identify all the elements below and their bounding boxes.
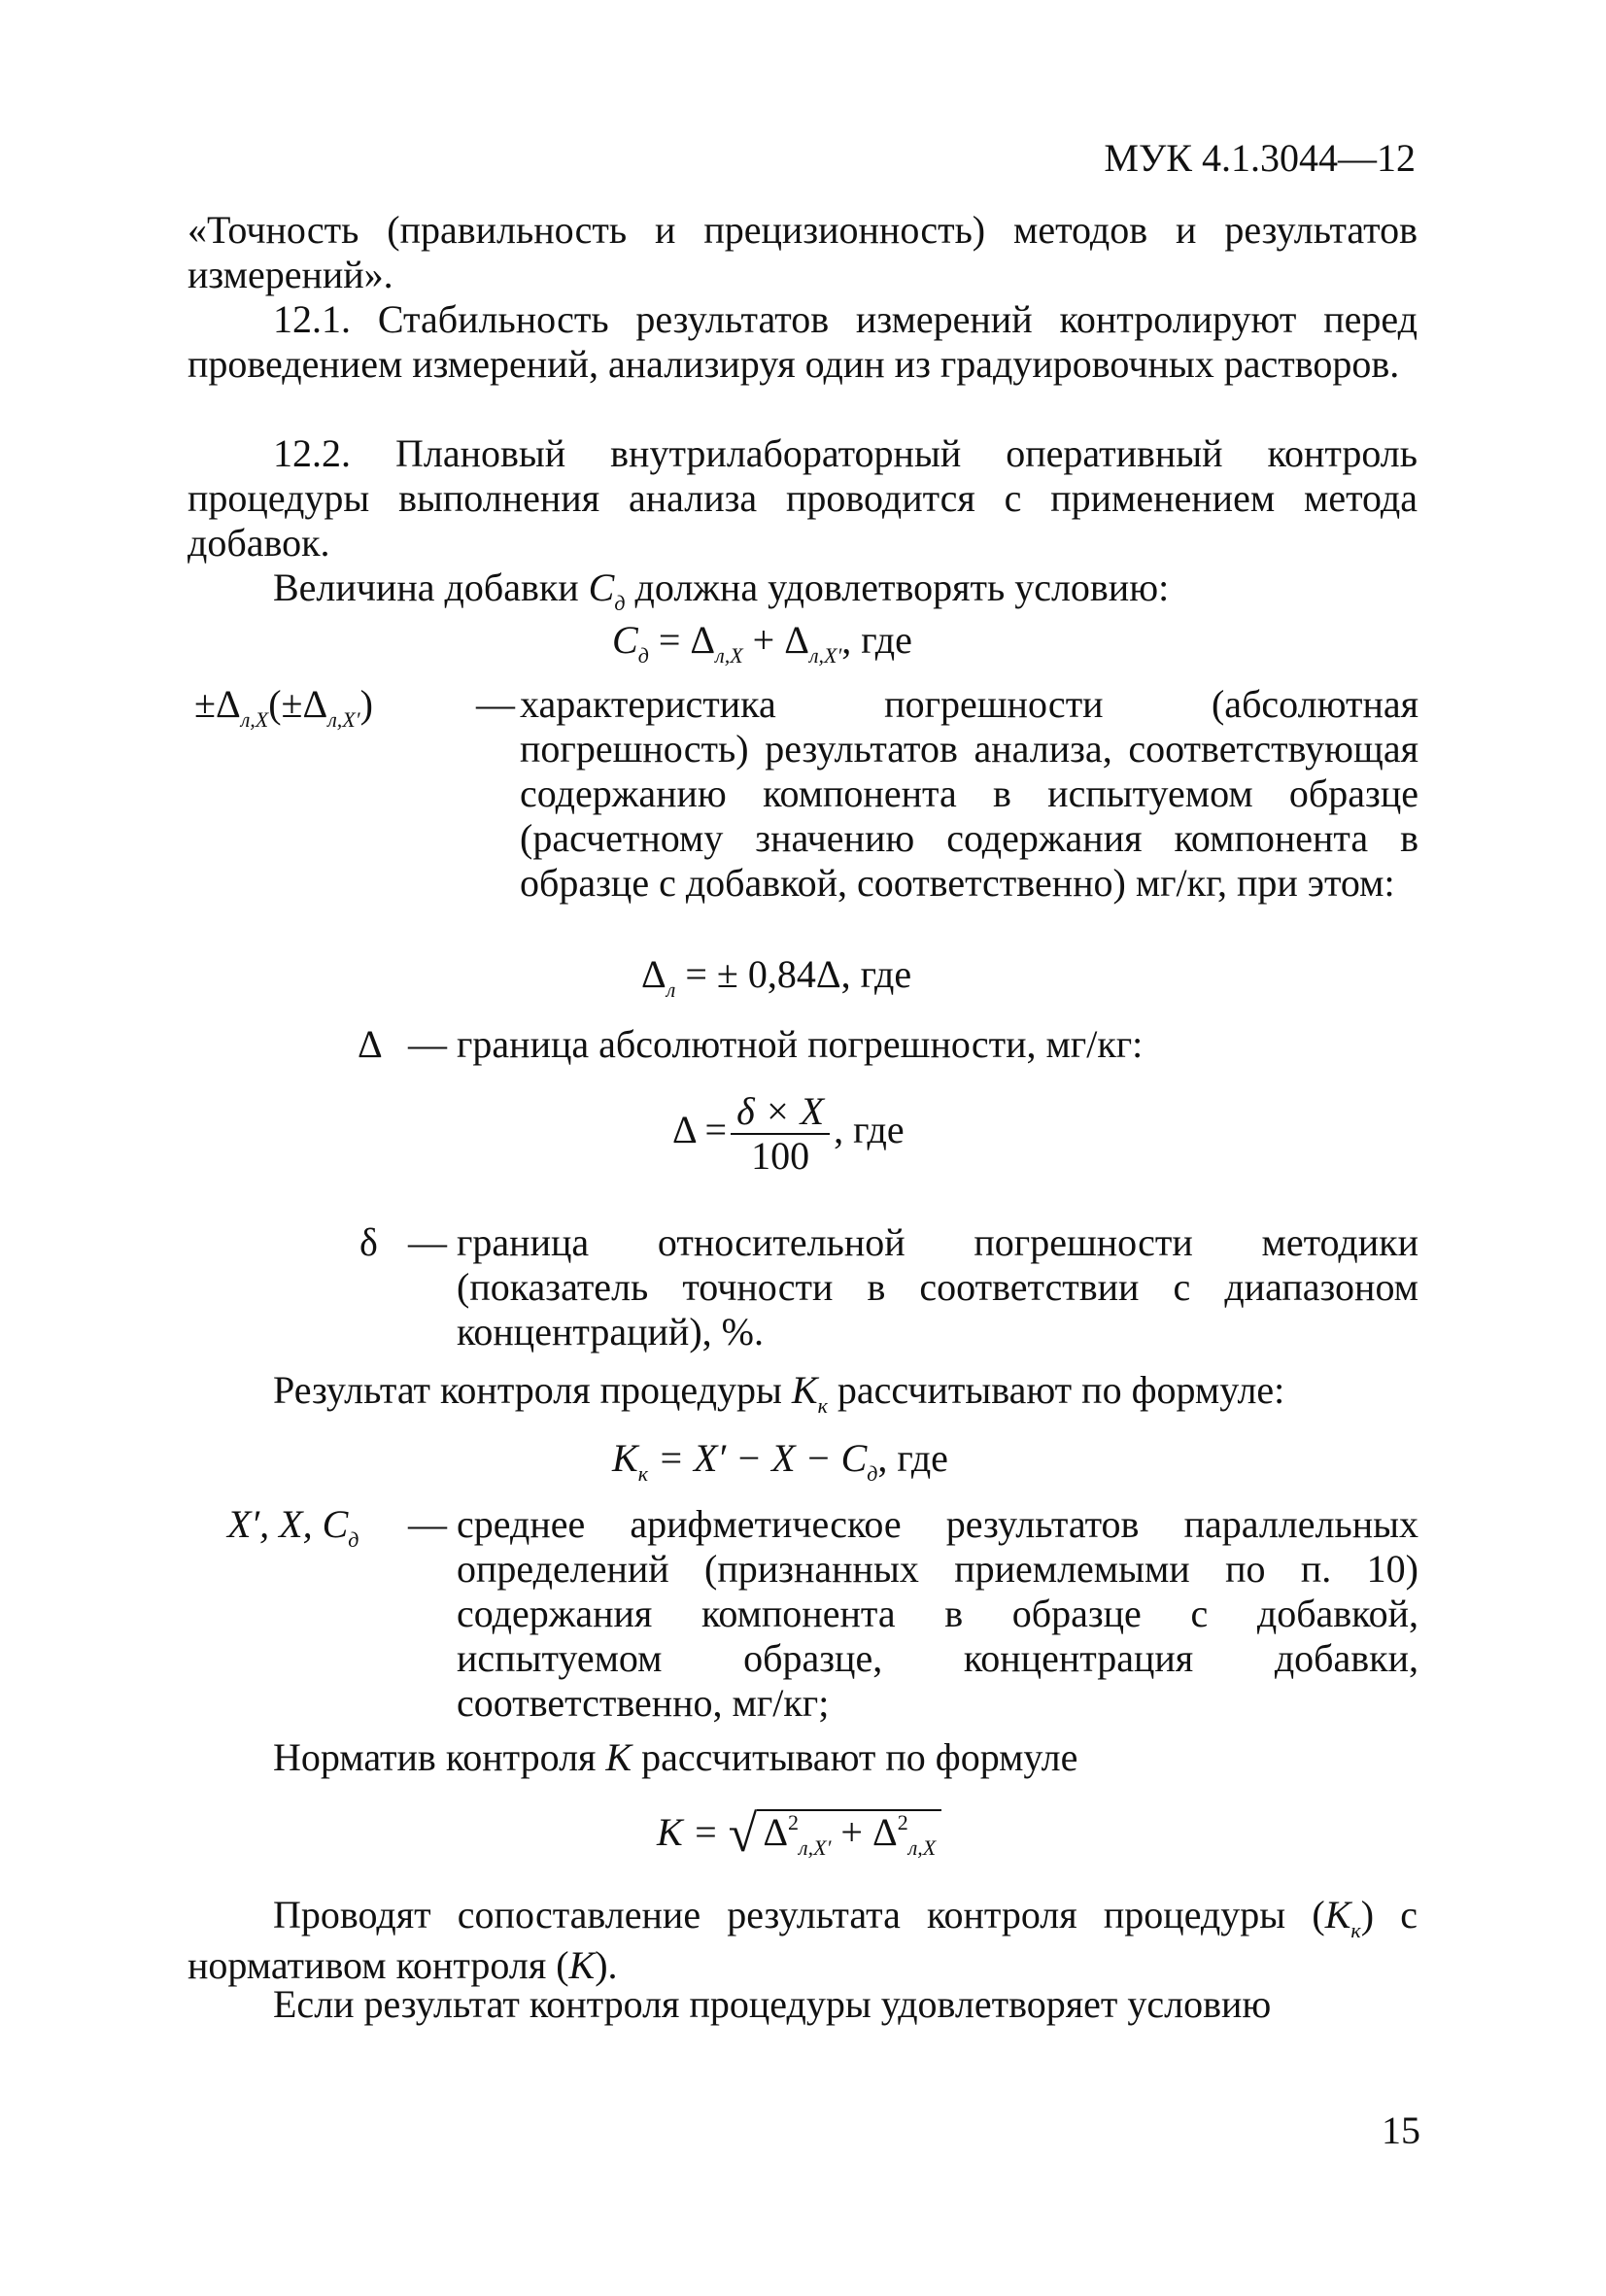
equation-delta-fraction (672, 1090, 905, 1178)
eq-denominator: 100 (751, 1134, 810, 1178)
def-symbol-main: X′, X, C (227, 1502, 349, 1546)
paragraph-intro: «Точность (правильность и прецизионность) методов и результатов измерений». (188, 208, 1418, 296)
eq-where: , где (840, 952, 912, 996)
eq-superscript: 2 (897, 1810, 908, 1834)
paragraph-text: Результат контроля процедуры (273, 1368, 792, 1412)
paragraph-control-norm (188, 1735, 1418, 1780)
equation-delta-l (641, 952, 911, 1003)
sqrt-radical-icon: √ (728, 1804, 758, 1863)
norm-symbol: K (568, 1943, 596, 1987)
eq-fraction (731, 1090, 830, 1178)
control-subscript: к (817, 1393, 828, 1418)
def-text-error-characteristic: характеристика погрешности (абсолютная погрешность) результатов анализа, соответствующая содержанию компонента в испытуемом образце (расчетному значению содержания компонента в образце с добавкой, соответственно) мг/кг, при этом: (520, 682, 1418, 905)
paragraph-text-end: ). (595, 1943, 618, 1987)
eq-symbol: Δ (690, 618, 716, 662)
def-symbol-alt-sub: л,X′ (327, 707, 360, 732)
paragraph-condition: Если результат контроля процедуры удовлетворяет условию (273, 1982, 1272, 2026)
def-dash: — (408, 1502, 447, 1546)
additive-symbol: C (588, 565, 615, 609)
control-symbol: K (791, 1368, 818, 1412)
eq-numerator: δ × X (731, 1090, 830, 1135)
def-symbol-close: ) (359, 682, 373, 726)
norm-symbol: K (605, 1735, 632, 1779)
paragraph-text: Величина добавки (273, 565, 589, 609)
page-number: 15 (1382, 2108, 1420, 2152)
paragraph-text-rest: рассчитывают по формуле (632, 1735, 1078, 1779)
eq-subscript: л,X (715, 643, 743, 668)
eq-lhs: Δ = (672, 1108, 728, 1152)
eq-where: , где (877, 1436, 948, 1480)
eq-symbol: Δ (784, 618, 809, 662)
def-symbol-alt: (±Δ (268, 682, 328, 726)
def-symbol-means (227, 1502, 359, 1553)
document-code-header: МУК 4.1.3044—12 (1104, 136, 1416, 180)
def-text-delta: граница абсолютной погрешности, мг/кг: (457, 1022, 1144, 1066)
def-symbol-delta: Δ (358, 1022, 383, 1066)
equation-control-norm (657, 1804, 941, 1863)
eq-equals: = (658, 618, 681, 662)
eq-rhs: = ± 0,84Δ (685, 952, 841, 996)
eq-symbol: Δ (763, 1810, 789, 1854)
eq-symbol: K (612, 1436, 638, 1480)
paragraph-text-mid: ) с нормативом контроля ( (188, 1893, 1418, 1987)
paragraph-comparison (188, 1893, 1418, 1988)
paragraph-text-rest: рассчитывают по формуле: (827, 1368, 1285, 1412)
paragraph-text-rest: должна удовлетворять условию: (625, 565, 1170, 609)
def-dash: — (408, 1022, 447, 1066)
eq-where: , где (834, 1108, 905, 1152)
def-symbol-delta-relative: δ (359, 1220, 378, 1264)
def-symbol-main: ±Δ (194, 682, 241, 726)
paragraph-text: Проводят сопоставление результата контроля процедуры ( (273, 1893, 1325, 1936)
eq-superscript: 2 (788, 1810, 800, 1834)
eq-rhs: = X′ − X − C (657, 1436, 868, 1480)
def-dash: — (408, 1220, 447, 1264)
eq-where: , где (841, 618, 912, 662)
eq-subscript: л (666, 977, 676, 1002)
eq-operator: + (752, 618, 775, 662)
eq-symbol: C (612, 618, 638, 662)
eq-subscript: к (637, 1461, 648, 1486)
equation-additive (612, 618, 912, 668)
eq-radicand (757, 1809, 941, 1860)
eq-subscript: л,X′ (808, 643, 842, 668)
additive-subscript: д (614, 591, 626, 615)
control-subscript: к (1350, 1918, 1361, 1942)
eq-subscript: л,X (907, 1835, 937, 1860)
def-text-means: среднее арифметическое результатов параллельных определений (признанных приемлемыми по п. 10) содержания компонента в образце с добавкой, испытуемом образце, концентрация добавки, соответственно, мг/кг; (457, 1502, 1418, 1725)
def-symbol-error-characteristic (194, 682, 373, 733)
paragraph-control-result (188, 1368, 1418, 1419)
eq-lhs: K = (657, 1810, 719, 1854)
def-symbol-sub: д (348, 1527, 359, 1552)
paragraph-additive-condition (188, 565, 1418, 616)
control-symbol: K (1324, 1893, 1351, 1936)
eq-subscript: л,X′ (799, 1835, 832, 1860)
paragraph-12-2: 12.2. Плановый внутрилабораторный оперативный контроль процедуры выполнения анализа проводится с применением метода добавок. (188, 431, 1418, 565)
equation-control-result (612, 1436, 948, 1487)
def-text-delta-relative: граница относительной погрешности методики (показатель точности в соответствии с диапазоном концентраций), %. (457, 1220, 1418, 1354)
eq-symbol: Δ (871, 1810, 898, 1854)
eq-subscript: д (867, 1461, 878, 1486)
paragraph-12-1: 12.1. Стабильность результатов измерений контролируют перед проведением измерений, анализируя один из градуировочных растворов. (188, 297, 1418, 386)
eq-symbol: Δ (641, 952, 666, 996)
paragraph-text: Норматив контроля (273, 1735, 606, 1779)
def-dash: — (476, 682, 515, 726)
eq-subscript: д (637, 643, 649, 668)
eq-operator: + (840, 1810, 863, 1854)
def-symbol-sub: л,X (240, 707, 269, 732)
